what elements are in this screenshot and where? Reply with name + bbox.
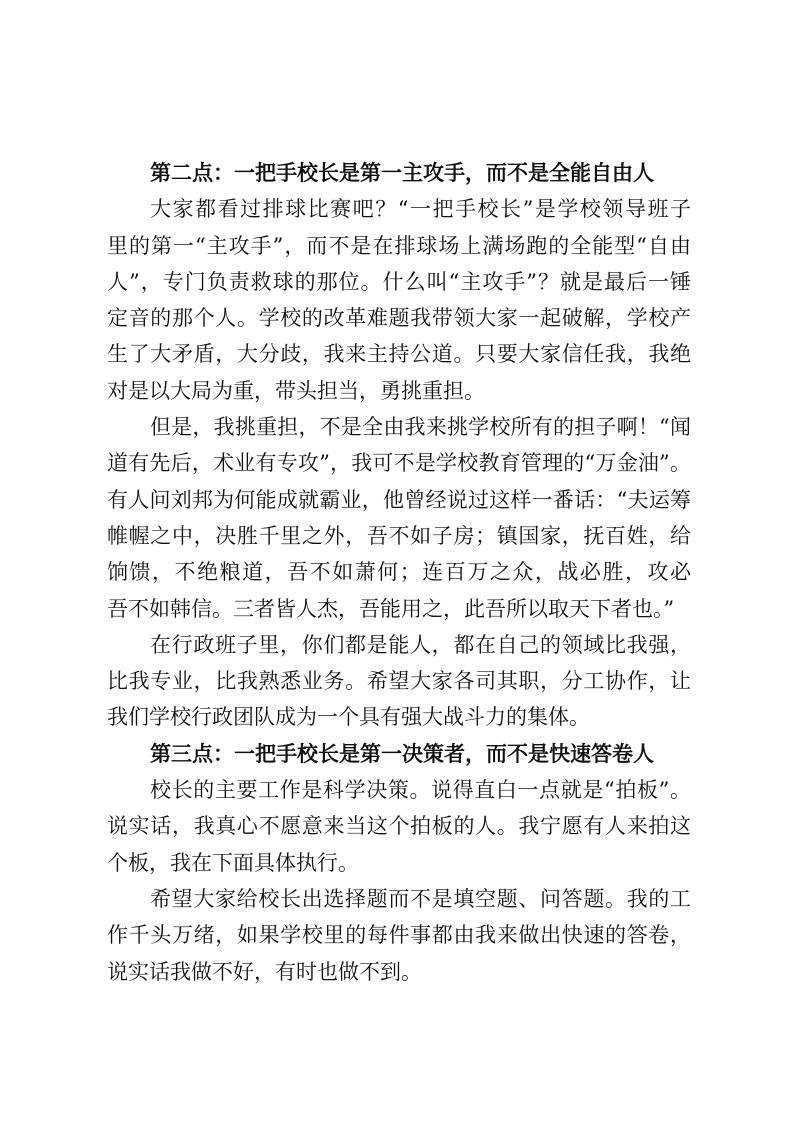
text-line: 第二点：一把手校长是第一主攻手，而不是全能自由人 (150, 160, 654, 185)
text-line: 帷幄之中，决胜千里之外，吾不如子房；镇国家，抚百姓，给 (107, 523, 691, 548)
document-page (107, 155, 691, 990)
text-line: 个板，我在下面具体执行。 (107, 850, 359, 875)
text-line: 定音的那个人。学校的改革难题我带领大家一起破解，学校产 (107, 306, 691, 331)
text-line: 饷馈，不绝粮道，吾不如萧何；连百万之众，战必胜，攻必 (107, 560, 691, 585)
text-line: 对是以大局为重，带头担当，勇挑重担。 (107, 378, 485, 403)
paragraph (107, 191, 691, 409)
text-line: 说实话我做不好，有时也做不到。 (107, 959, 422, 984)
text-line: 道有先后，术业有专攻”，我可不是学校教育管理的“万金油”。 (107, 451, 691, 476)
paragraph (107, 409, 691, 627)
text-line: 但是，我挑重担，不是全由我来挑学校所有的担子啊！“闻 (150, 415, 691, 440)
text-line: 希望大家给校长出选择题而不是填空题、问答题。我的工 (150, 886, 691, 911)
text-line: 校长的主要工作是科学决策。说得直白一点就是“拍板”。 (150, 778, 691, 803)
text-line: 生了大矛盾，大分歧，我来主持公道。只要大家信任我，我绝 (107, 342, 691, 367)
text-line: 比我专业，比我熟悉业务。希望大家各司其职，分工协作，让 (107, 669, 691, 694)
text-line: 吾不如韩信。三者皆人杰，吾能用之，此吾所以取天下者也。” (107, 596, 675, 621)
section-heading (107, 736, 691, 772)
text-line: 有人问刘邦为何能成就霸业，他曾经说过这样一番话：“夫运筹 (107, 487, 691, 512)
text-line: 第三点：一把手校长是第一决策者，而不是快速答卷人 (150, 740, 654, 766)
text-line: 大家都看过排球比赛吧？“一把手校长”是学校领导班子 (150, 197, 691, 222)
text-line: 说实话，我真心不愿意来当这个拍板的人。我宁愿有人来拍这 (107, 814, 691, 839)
paragraph (107, 881, 691, 990)
text-line: 里的第一“主攻手”，而不是在排球场上满场跑的全能型“自由 (107, 233, 691, 258)
text-line: 作千头万绪，如果学校里的每件事都由我来做出快速的答卷， (107, 923, 691, 948)
paragraph (107, 772, 691, 881)
text-line: 人”，专门负责救球的那位。什么叫“主攻手”？就是最后一锤 (107, 269, 691, 294)
text-line: 在行政班子里，你们都是能人，都在自己的领域比我强， (150, 632, 691, 657)
section-heading (107, 155, 691, 191)
paragraph (107, 627, 691, 736)
text-line: 我们学校行政团队成为一个具有强大战斗力的集体。 (107, 705, 590, 730)
